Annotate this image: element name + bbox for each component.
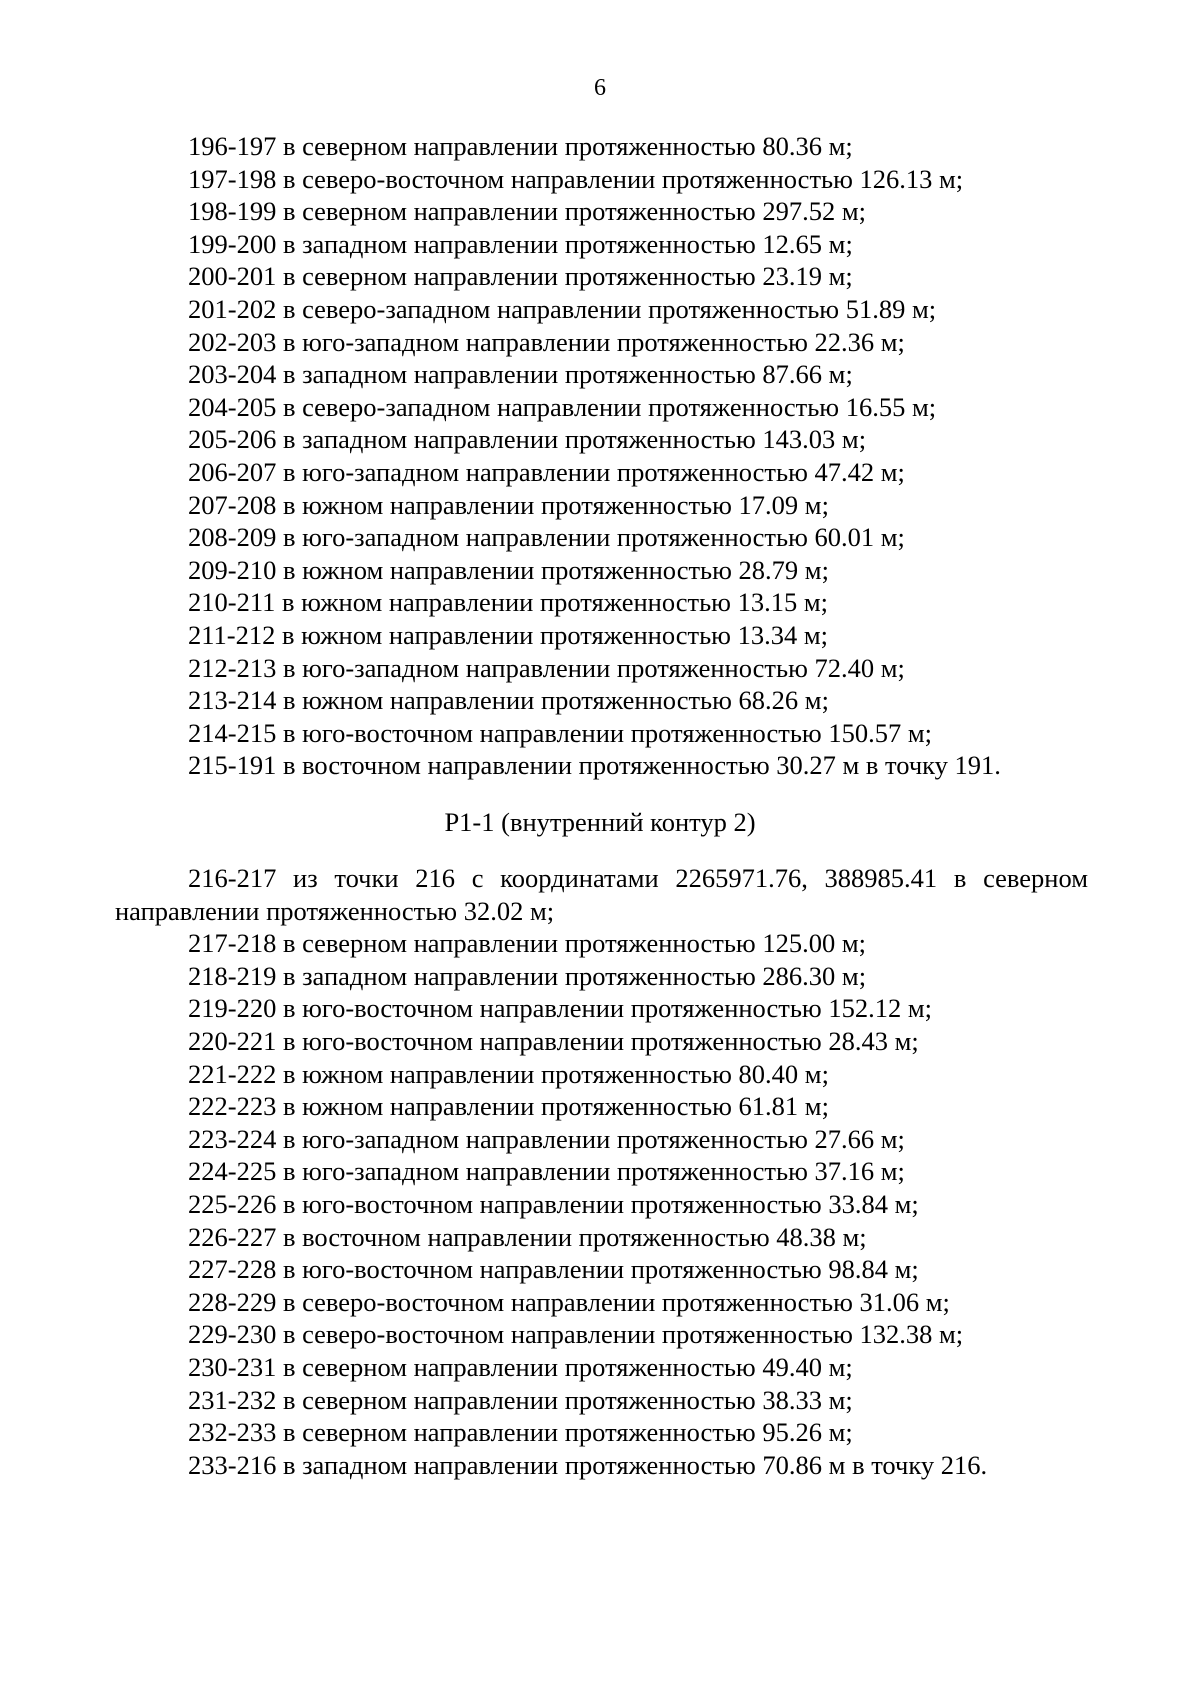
section-2-list bbox=[115, 862, 1088, 1481]
segment-line: 202-203 в юго-западном направлении протяженностью 22.36 м; bbox=[188, 326, 905, 357]
segment-line: 205-206 в западном направлении протяженностью 143.03 м; bbox=[188, 424, 867, 455]
section-heading: Р1-1 (внутренний контур 2) bbox=[444, 807, 756, 837]
segment-line: 226-227 в восточном направлении протяженностью 48.38 м; bbox=[188, 1221, 867, 1252]
segment-line: 215-191 в восточном направлении протяженностью 30.27 м в точку 191. bbox=[188, 750, 1001, 781]
section-1-list bbox=[188, 130, 1100, 782]
segment-line: 199-200 в западном направлении протяженностью 12.65 м; bbox=[188, 228, 853, 259]
segment-line: 219-220 в юго-восточном направлении протяженностью 152.12 м; bbox=[188, 993, 932, 1024]
segment-line: 232-233 в северном направлении протяженностью 95.26 м; bbox=[188, 1417, 853, 1448]
segment-line: 231-232 в северном направлении протяженностью 38.33 м; bbox=[188, 1384, 853, 1415]
segment-line: 207-208 в южном направлении протяженностью 17.09 м; bbox=[188, 489, 829, 520]
segment-line: 210-211 в южном направлении протяженностью 13.15 м; bbox=[188, 587, 828, 618]
segment-line: 208-209 в юго-западном направлении протяженностью 60.01 м; bbox=[188, 522, 905, 553]
segment-line: 200-201 в северном направлении протяженностью 23.19 м; bbox=[188, 261, 853, 292]
segment-line: 228-229 в северо-восточном направлении протяженностью 31.06 м; bbox=[188, 1286, 950, 1317]
segment-line: 233-216 в западном направлении протяженностью 70.86 м в точку 216. bbox=[188, 1449, 988, 1480]
segment-line: 230-231 в северном направлении протяженностью 49.40 м; bbox=[188, 1351, 853, 1382]
segment-line: 227-228 в юго-восточном направлении протяженностью 98.84 м; bbox=[188, 1254, 919, 1285]
segment-line: 209-210 в южном направлении протяженностью 28.79 м; bbox=[188, 554, 829, 585]
segment-line: 206-207 в юго-западном направлении протяженностью 47.42 м; bbox=[188, 456, 905, 487]
segment-line: 203-204 в западном направлении протяженностью 87.66 м; bbox=[188, 359, 853, 390]
segment-line: 224-225 в юго-западном направлении протяженностью 37.16 м; bbox=[188, 1156, 905, 1187]
segment-line: 201-202 в северо-западном направлении протяженностью 51.89 м; bbox=[188, 293, 937, 324]
segment-line: 214-215 в юго-восточном направлении протяженностью 150.57 м; bbox=[188, 717, 932, 748]
segment-line: 218-219 в западном направлении протяженностью 286.30 м; bbox=[188, 960, 867, 991]
segment-line: 198-199 в северном направлении протяженностью 297.52 м; bbox=[188, 196, 866, 227]
segment-line: 220-221 в юго-восточном направлении протяженностью 28.43 м; bbox=[188, 1025, 919, 1056]
segment-line: 223-224 в юго-западном направлении протяженностью 27.66 м; bbox=[188, 1123, 905, 1154]
segment-line: 211-212 в южном направлении протяженностью 13.34 м; bbox=[188, 619, 828, 650]
segment-line: 225-226 в юго-восточном направлении протяженностью 33.84 м; bbox=[188, 1188, 919, 1219]
segment-line: 229-230 в северо-восточном направлении протяженностью 132.38 м; bbox=[188, 1319, 964, 1350]
segment-line: 196-197 в северном направлении протяженностью 80.36 м; bbox=[188, 131, 853, 161]
first-segment-paragraph: 216-217 из точки 216 с координатами 2265971.76, 388985.41 в северном направлении протяженностью 32.02 м; bbox=[115, 863, 1088, 926]
segment-line: 197-198 в северо-восточном направлении протяженностью 126.13 м; bbox=[188, 163, 964, 194]
segment-line: 217-218 в северном направлении протяженностью 125.00 м; bbox=[188, 928, 866, 959]
page-number: 6 bbox=[594, 75, 606, 101]
segment-line: 213-214 в южном направлении протяженностью 68.26 м; bbox=[188, 685, 829, 716]
segment-line: 221-222 в южном направлении протяженностью 80.40 м; bbox=[188, 1058, 829, 1089]
segment-line: 204-205 в северо-западном направлении протяженностью 16.55 м; bbox=[188, 391, 937, 422]
segment-line: 222-223 в южном направлении протяженностью 61.81 м; bbox=[188, 1091, 829, 1122]
segment-line: 212-213 в юго-западном направлении протяженностью 72.40 м; bbox=[188, 652, 905, 683]
